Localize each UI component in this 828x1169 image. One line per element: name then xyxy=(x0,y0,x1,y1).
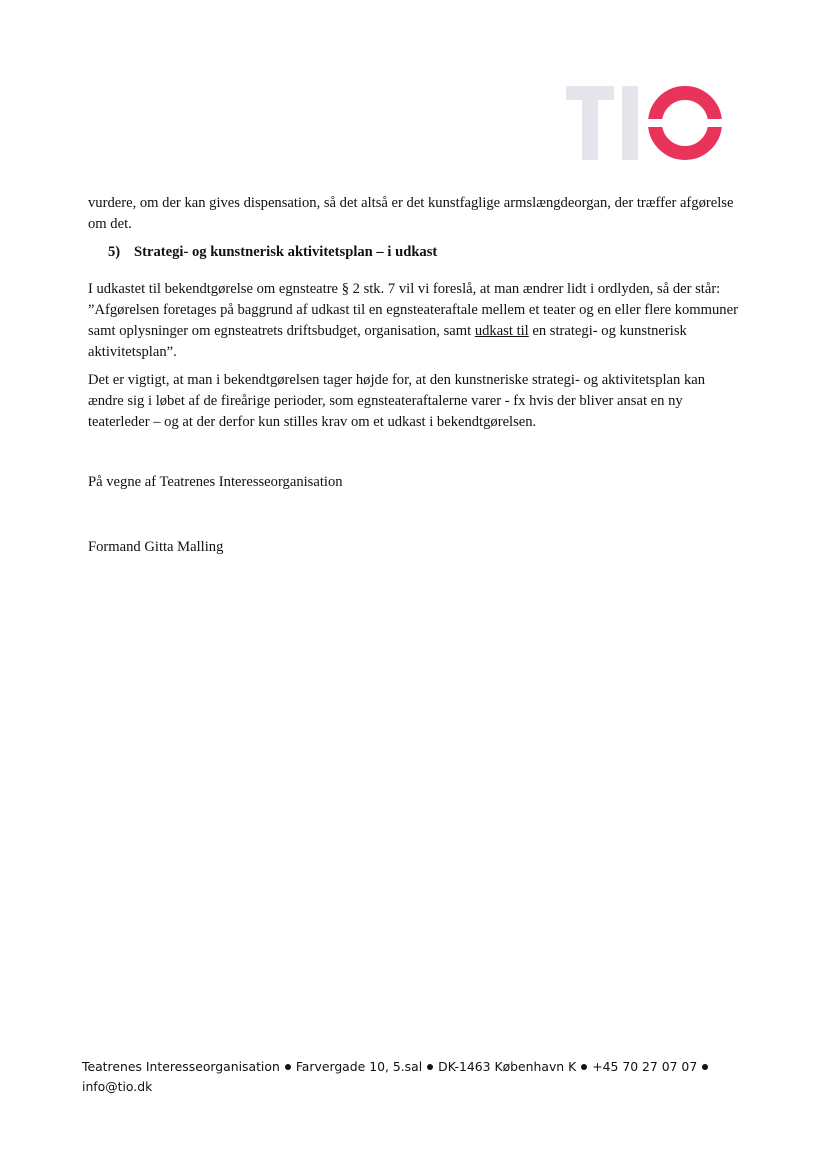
bullet-separator xyxy=(702,1064,708,1070)
paragraph-proposal xyxy=(88,279,738,363)
footer-city: DK-1463 København K xyxy=(438,1059,577,1074)
footer-phone: +45 70 27 07 07 xyxy=(592,1059,698,1074)
signature-line: Formand Gitta Malling xyxy=(88,539,224,555)
proposal-underlined-text: udkast til xyxy=(474,323,529,339)
section-title: Strategi- og kunstnerisk aktivitetsplan – i udkast xyxy=(134,244,438,260)
bullet-separator xyxy=(285,1064,291,1070)
footer-email: info@tio.dk xyxy=(82,1079,153,1094)
proposal-text-start: I udkastet til bekendtgørelse om egnsteatre § 2 stk. 7 vil vi foreslå, at man ændrer lidt i ordlyden, så der står: ”Afgørelsen foretages på baggrund af udkast til en egnsteateraftale mellem et teater og en eller flere kommuner samt oplysninger om egnsteatrets driftsbudget, organisation, samt xyxy=(88,281,738,339)
footer-org: Teatrenes Interesseorganisation xyxy=(82,1059,280,1074)
page-footer xyxy=(82,1057,732,1097)
paragraph-importance: Det er vigtigt, at man i bekendtgørelsen tager højde for, at den kunstneriske strategi- og aktivitetsplan kan ændre sig i løbet af de fireårige perioder, som egnsteateraftalerne varer - fx hvis der bliver ansat en ny teaterleder – og at der derfor kun stilles krav om et udkast i bekendtgørelsen. xyxy=(88,372,706,430)
tio-logo xyxy=(566,86,724,160)
section-number: 5) xyxy=(108,244,121,260)
section-heading xyxy=(108,244,437,261)
bullet-separator xyxy=(427,1064,433,1070)
footer-address: Farvergade 10, 5.sal xyxy=(295,1059,423,1074)
signoff-line: På vegne af Teatrenes Interesseorganisation xyxy=(88,474,343,490)
bullet-separator xyxy=(581,1064,587,1070)
paragraph-dispensation: vurdere, om der kan gives dispensation, så det altså er det kunstfaglige armslængdeorgan, der træffer afgørelse om det. xyxy=(88,195,734,232)
proposal-text-end: en strategi- og kunstnerisk aktivitetsplan”. xyxy=(88,323,687,360)
